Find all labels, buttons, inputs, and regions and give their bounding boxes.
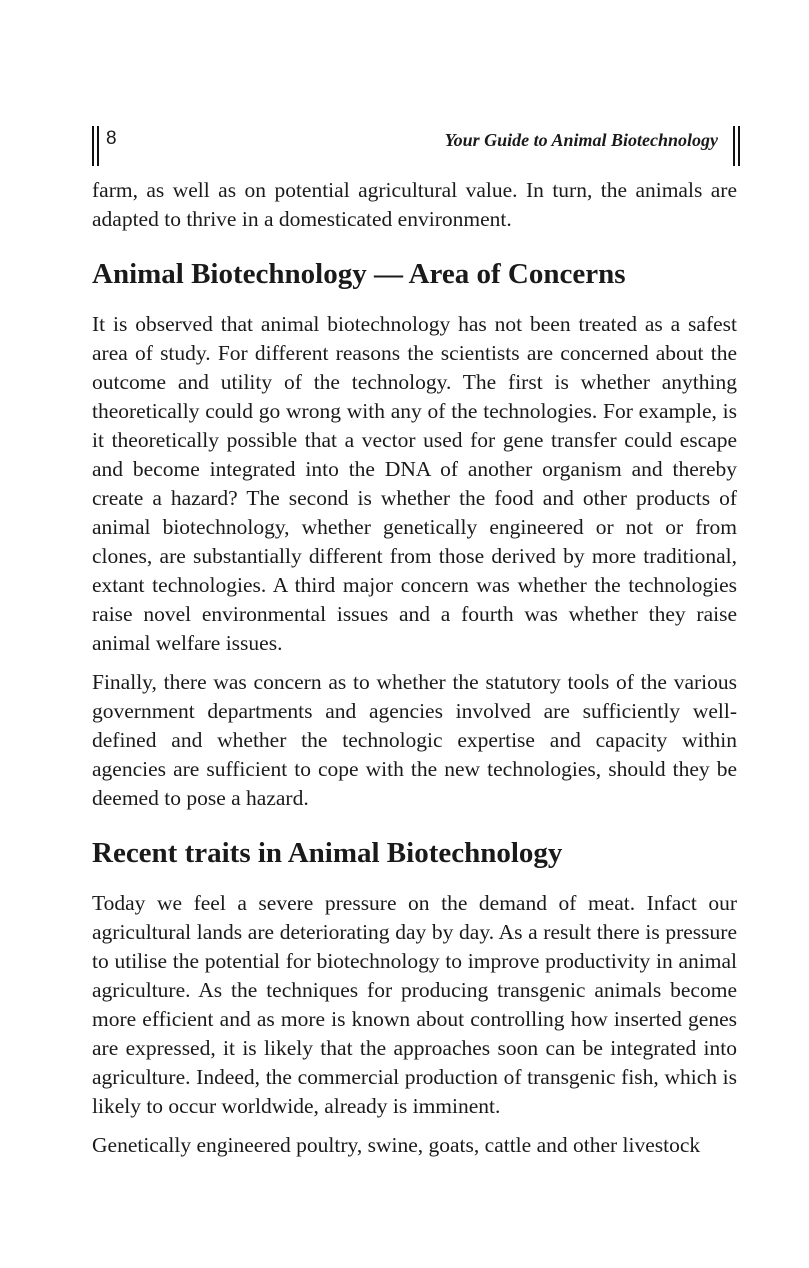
paragraph: Finally, there was concern as to whether the statutory tools of the various government departments and agencies involved are sufficiently well-defined and whether the technologic expertise and capacity within agencies are sufficient to cope with the new technologies, should they be deemed to pose a hazard. [92, 670, 737, 810]
paragraph: It is observed that animal biotechnology has not been treated as a safest area of study. For different reasons the scientists are concerned about the outcome and utility of the technology. The first is whether anything theoretically could go wrong with any of the technologies. For example, is it theoretically possible that a vector used for gene transfer could escape and become integrated into the DNA of another organism and thereby create a hazard? The second is whether the food and other products of animal biotechnology, whether genetically engineered or not or from clones, are substantially different from those derived by more traditional, extant technologies. A third major concern was whether the technologies raise novel environmental issues and a fourth was whether they raise animal welfare issues. [92, 312, 737, 655]
running-title: Your Guide to Animal Biotechnology [444, 130, 718, 150]
header-right-rule [733, 126, 740, 166]
continued-paragraph: farm, as well as on potential agricultural value. In turn, the animals are adapted to thrive in a domesticated environment. [92, 178, 737, 231]
section-heading-concerns: Animal Biotechnology — Area of Concerns [92, 258, 626, 290]
paragraph: Today we feel a severe pressure on the demand of meat. Infact our agricultural lands are deteriorating day by day. As a result there is pressure to utilise the potential for biotechnology to improve productivity in animal agriculture. As the techniques for producing transgenic animals become more efficient and as more is known about controlling how inserted genes are expressed, it is likely that the approaches soon can be integrated into agriculture. Indeed, the commercial production of transgenic fish, which is likely to occur worldwide, already is imminent. [92, 891, 737, 1118]
header-left-rule [92, 126, 99, 166]
page-body [92, 176, 737, 1170]
paragraph: Genetically engineered poultry, swine, goats, cattle and other livestock [92, 1133, 701, 1157]
page-header [92, 124, 740, 168]
page-number: 8 [106, 128, 117, 149]
section-heading-recent-traits: Recent traits in Animal Biotechnology [92, 837, 563, 869]
